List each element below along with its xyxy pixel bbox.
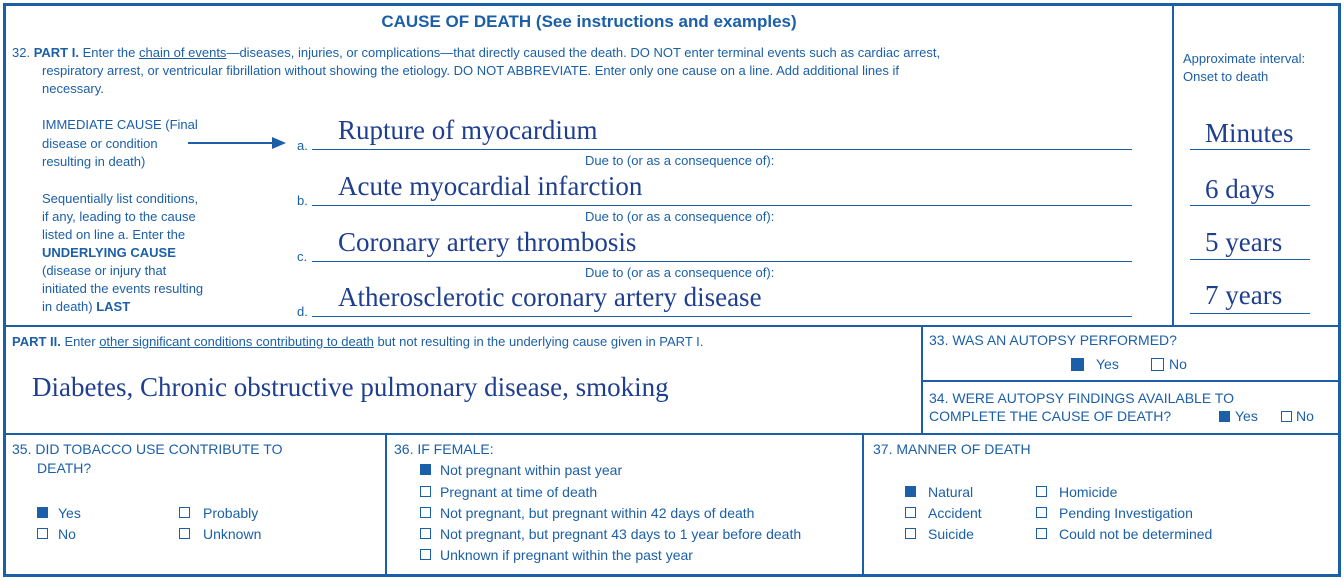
- line-letter-c: c.: [297, 249, 308, 264]
- due-to-label-a: Due to (or as a consequence of):: [585, 153, 775, 168]
- q34-yes-checkbox[interactable]: [1219, 411, 1230, 422]
- q34-no-checkbox[interactable]: [1281, 411, 1292, 422]
- q36-option-1-label: Not pregnant within past year: [440, 462, 623, 478]
- q37-homicide-checkbox[interactable]: [1036, 486, 1047, 497]
- cause-underline-d: [312, 316, 1132, 317]
- q37-natural-checkbox[interactable]: [905, 486, 916, 497]
- interval-underline-d: [1190, 313, 1310, 314]
- divider-q34: [921, 380, 1338, 382]
- q34-label-1: 34. WERE AUTOPSY FINDINGS AVAILABLE TO: [929, 390, 1234, 406]
- interval-underline-a: [1190, 149, 1310, 150]
- q35-label-2: DEATH?: [37, 460, 92, 476]
- divider-part2: [6, 325, 1338, 327]
- part2-conditions[interactable]: Diabetes, Chronic obstructive pulmonary disease, smoking: [32, 372, 669, 402]
- q36-label: 36. IF FEMALE:: [394, 441, 494, 457]
- q35-yes-checkbox[interactable]: [37, 507, 48, 518]
- q37-homicide-label: Homicide: [1059, 484, 1118, 500]
- part2-link: other significant conditions contributing to death: [99, 334, 374, 349]
- q37-suicide-label: Suicide: [928, 526, 974, 542]
- q34-no-label: No: [1296, 408, 1314, 424]
- q35-yes-label: Yes: [58, 505, 81, 521]
- part2-label: PART II.: [12, 334, 61, 349]
- q37-label: 37. MANNER OF DEATH: [873, 441, 1031, 457]
- interval-a[interactable]: Minutes: [1205, 118, 1294, 148]
- divider-q36: [385, 433, 387, 574]
- divider-interval-column: [1172, 6, 1174, 325]
- q37-suicide-checkbox[interactable]: [905, 528, 916, 539]
- q36-option-5-checkbox[interactable]: [420, 549, 431, 560]
- part2-post: but not resulting in the underlying cause given in PART I.: [377, 334, 704, 349]
- q37-accident-checkbox[interactable]: [905, 507, 916, 518]
- seq-label-1: Sequentially list conditions,: [42, 191, 199, 206]
- cause-line-c[interactable]: Coronary artery thrombosis: [338, 227, 637, 257]
- immediate-cause-label-1: IMMEDIATE CAUSE (Final: [42, 117, 198, 132]
- q36-option-4-label: Not pregnant, but pregnant 43 days to 1 year before death: [440, 526, 802, 542]
- interval-underline-b: [1190, 205, 1310, 206]
- interval-header-line1: Approximate interval:: [1183, 51, 1306, 66]
- part1-intro-line2: respiratory arrest, or ventricular fibrillation without showing the etiology. DO NOT ABBREVIATE. Enter only one cause on a line. Add additional lines if: [42, 63, 899, 78]
- part2-instructions: [12, 333, 703, 350]
- interval-header-line2: Onset to death: [1183, 69, 1269, 84]
- q33-no-label: No: [1169, 356, 1187, 372]
- q34-yes-label: Yes: [1235, 408, 1258, 424]
- cause-line-b[interactable]: Acute myocardial infarction: [338, 171, 643, 201]
- seq-label-4: UNDERLYING CAUSE: [42, 245, 176, 260]
- part1-intro-line3: necessary.: [42, 81, 104, 96]
- q36-option-5-label: Unknown if pregnant within the past year: [440, 547, 693, 563]
- line-letter-d: d.: [297, 304, 308, 319]
- q34-label-2: COMPLETE THE CAUSE OF DEATH?: [929, 408, 1172, 424]
- q33-yes-label: Yes: [1096, 356, 1119, 372]
- seq-label-7: [42, 298, 130, 315]
- cause-underline-a: [312, 149, 1132, 150]
- part1-intro-line1: [12, 44, 940, 61]
- arrow-right-icon: [188, 136, 288, 150]
- line-letter-a: a.: [297, 138, 308, 153]
- q36-option-2-checkbox[interactable]: [420, 486, 431, 497]
- interval-c[interactable]: 5 years: [1205, 227, 1283, 257]
- q33-yes-checkbox[interactable]: [1071, 358, 1084, 371]
- q33-no-checkbox[interactable]: [1151, 358, 1164, 371]
- q36-option-3-label: Not pregnant, but pregnant within 42 days of death: [440, 505, 755, 521]
- q33-label: 33. WAS AN AUTOPSY PERFORMED?: [929, 332, 1177, 348]
- due-to-label-c: Due to (or as a consequence of):: [585, 265, 775, 280]
- q35-no-checkbox[interactable]: [37, 528, 48, 539]
- cause-line-a[interactable]: Rupture of myocardium: [338, 115, 598, 145]
- q37-accident-label: Accident: [928, 505, 982, 521]
- seq-label-2: if any, leading to the cause: [42, 209, 196, 224]
- line-letter-b: b.: [297, 193, 308, 208]
- q36-option-3-checkbox[interactable]: [420, 507, 431, 518]
- cause-line-d[interactable]: Atherosclerotic coronary artery disease: [338, 282, 762, 312]
- q35-probably-checkbox[interactable]: [179, 507, 190, 518]
- immediate-cause-label-2: disease or condition: [42, 136, 158, 151]
- q35-unknown-label: Unknown: [203, 526, 262, 542]
- q35-unknown-checkbox[interactable]: [179, 528, 190, 539]
- seq-label-5: (disease or injury that: [42, 263, 167, 278]
- part1-intro-pre: Enter the: [82, 45, 136, 60]
- seq-label-7-pre: in death): [42, 299, 93, 314]
- cause-underline-b: [312, 205, 1132, 206]
- q37-undetermined-checkbox[interactable]: [1036, 528, 1047, 539]
- cause-underline-c: [312, 261, 1132, 262]
- part2-pre: Enter: [64, 334, 96, 349]
- divider-q37: [862, 433, 864, 574]
- q36-option-1-checkbox[interactable]: [420, 464, 431, 475]
- q37-natural-label: Natural: [928, 484, 974, 500]
- interval-underline-c: [1190, 259, 1310, 260]
- q37-pending-checkbox[interactable]: [1036, 507, 1047, 518]
- seq-label-6: initiated the events resulting: [42, 281, 204, 296]
- part1-label: PART I.: [33, 45, 79, 60]
- q35-label-1: 35. DID TOBACCO USE CONTRIBUTE TO: [12, 441, 283, 457]
- q37-undetermined-label: Could not be determined: [1059, 526, 1213, 542]
- seq-label-7-last: LAST: [96, 299, 131, 314]
- q37-pending-label: Pending Investigation: [1059, 505, 1193, 521]
- q36-option-4-checkbox[interactable]: [420, 528, 431, 539]
- interval-d[interactable]: 7 years: [1205, 280, 1283, 310]
- due-to-label-b: Due to (or as a consequence of):: [585, 209, 775, 224]
- part1-intro-post: —diseases, injuries, or complications—that directly caused the death. DO NOT enter terminal events such as cardiac arrest,: [226, 45, 941, 60]
- chain-of-events-link: chain of events: [138, 45, 227, 60]
- section-title: CAUSE OF DEATH (See instructions and examples): [381, 12, 797, 31]
- q36-option-2-label: Pregnant at time of death: [440, 484, 598, 500]
- interval-b[interactable]: 6 days: [1205, 174, 1275, 204]
- question-number: 32.: [12, 45, 31, 60]
- q35-no-label: No: [58, 526, 76, 542]
- q35-probably-label: Probably: [203, 505, 259, 521]
- seq-label-3: listed on line a. Enter the: [42, 227, 186, 242]
- immediate-cause-label-3: resulting in death): [42, 154, 146, 169]
- divider-bottom-row: [6, 433, 1338, 435]
